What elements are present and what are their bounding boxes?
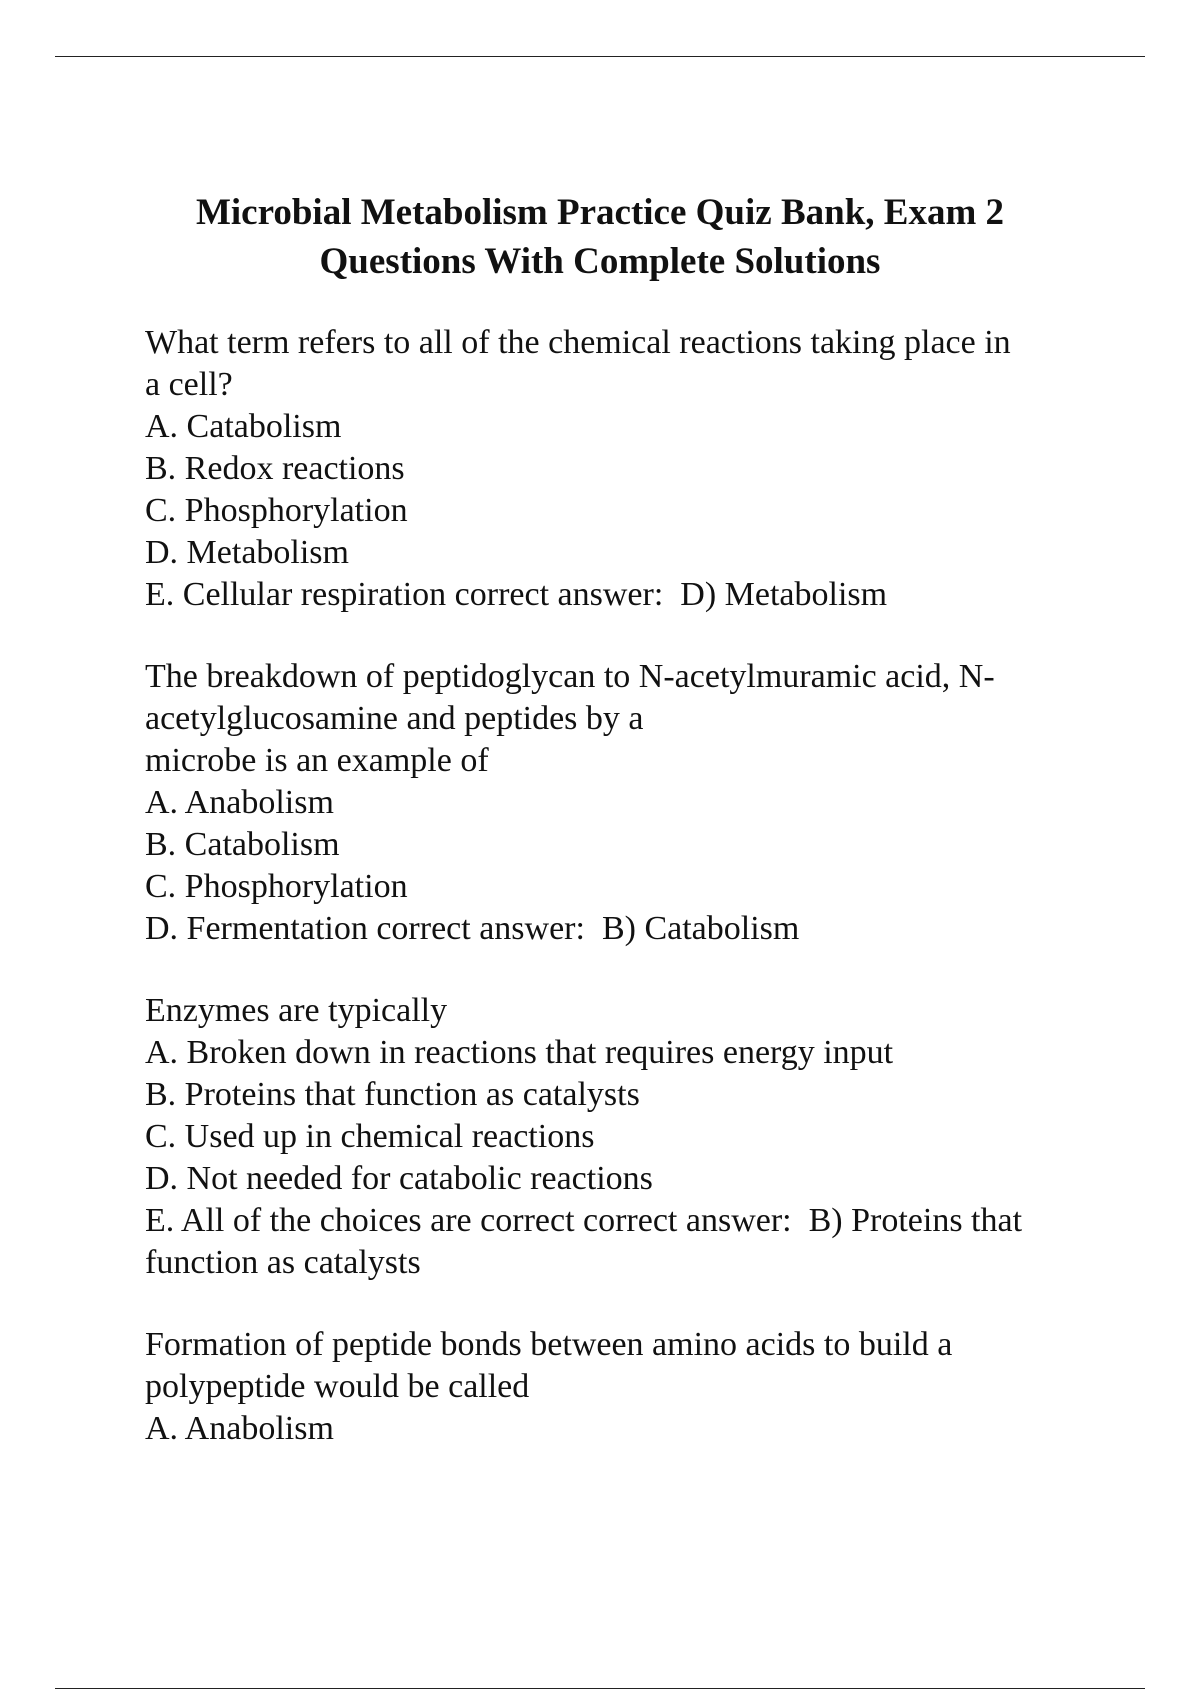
question-stem-line: polypeptide would be called [145, 1368, 530, 1405]
question-4 [145, 1324, 1105, 1450]
top-rule [55, 56, 1145, 57]
answer-option: D. Metabolism [145, 534, 349, 571]
question-stem-line: acetylglucosamine and peptides by a [145, 700, 644, 737]
question-list [145, 322, 1105, 1490]
question-stem-line: The breakdown of peptidoglycan to N-acetylmuramic acid, N- [145, 658, 995, 695]
answer-option: B. Catabolism [145, 826, 340, 863]
answer-option: C. Phosphorylation [145, 868, 408, 905]
question-stem-line: Formation of peptide bonds between amino acids to build a [145, 1326, 953, 1363]
question-1 [145, 322, 1105, 616]
answer-option: A. Broken down in reactions that requires energy input [145, 1034, 894, 1071]
answer-option: C. Phosphorylation [145, 492, 408, 529]
answer-option-with-correct-answer: E. Cellular respiration correct answer: D) Metabolism [145, 576, 888, 613]
answer-option: B. Redox reactions [145, 450, 405, 487]
question-stem-line: What term refers to all of the chemical reactions taking place in [145, 324, 1011, 361]
question-3 [145, 990, 1105, 1284]
document-title [120, 188, 1080, 286]
bottom-rule [55, 1688, 1145, 1689]
question-2 [145, 656, 1105, 950]
answer-option: C. Used up in chemical reactions [145, 1118, 595, 1155]
question-stem-line: a cell? [145, 366, 233, 403]
answer-option-with-correct-answer: D. Fermentation correct answer: B) Catabolism [145, 910, 800, 947]
answer-option: A. Anabolism [145, 1410, 334, 1447]
question-stem-line: Enzymes are typically [145, 992, 448, 1029]
answer-option: B. Proteins that function as catalysts [145, 1076, 640, 1113]
answer-option: A. Anabolism [145, 784, 334, 821]
title-line-2: Questions With Complete Solutions [319, 241, 881, 282]
answer-option: D. Not needed for catabolic reactions [145, 1160, 653, 1197]
answer-option-with-correct-answer: E. All of the choices are correct correct answer: B) Proteins that [145, 1202, 1023, 1239]
title-line-1: Microbial Metabolism Practice Quiz Bank, Exam 2 [195, 192, 1005, 233]
answer-option: A. Catabolism [145, 408, 342, 445]
answer-option-continuation: function as catalysts [145, 1244, 421, 1281]
question-stem-line: microbe is an example of [145, 742, 489, 779]
